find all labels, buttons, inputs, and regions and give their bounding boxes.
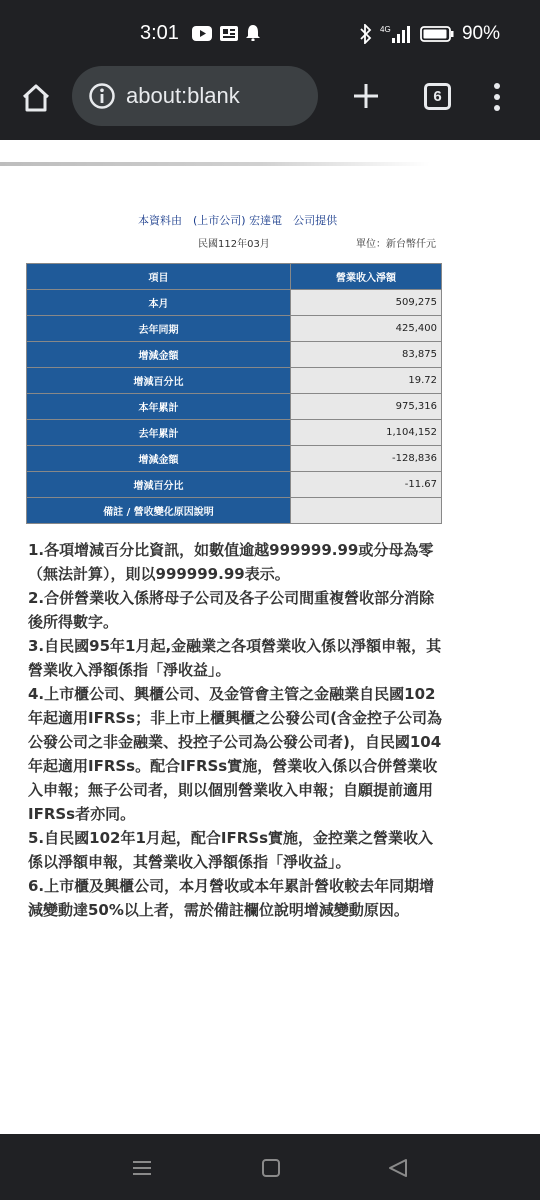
- row-value: 975,316: [291, 394, 442, 420]
- youtube-icon: [192, 26, 212, 41]
- table-row: [27, 394, 442, 420]
- note-item: 1.各項增減百分比資訊，如數值逾越999999.99或分母為零（無法計算），則以999999.99表示。: [28, 541, 434, 583]
- system-icons: [360, 23, 500, 45]
- data-source: 本資料由 (上市公司) 宏達電 公司提供: [138, 214, 338, 227]
- note-item: 6.上市櫃及興櫃公司，本月營收或本年累計營收較去年同期增減變動達50%以上者，需於備註欄位說明增減變動原因。: [28, 877, 435, 919]
- row-label: 去年同期: [27, 316, 291, 342]
- notes-section: [28, 538, 444, 922]
- browser-toolbar: [0, 62, 540, 140]
- table-header-row: [27, 264, 442, 290]
- notification-icons: [192, 25, 260, 41]
- row-label: 去年累計: [27, 420, 291, 446]
- info-icon[interactable]: [88, 82, 116, 110]
- svg-text:4G: 4G: [379, 25, 391, 34]
- row-value: 19.72: [291, 368, 442, 394]
- table-row: [27, 342, 442, 368]
- row-label: 增減金額: [27, 342, 291, 368]
- recent-apps-icon[interactable]: [132, 1158, 152, 1178]
- row-value: 425,400: [291, 316, 442, 342]
- column-header-item: 項目: [27, 264, 291, 290]
- battery-icon: [420, 25, 454, 43]
- row-value: 83,875: [291, 342, 442, 368]
- row-label: 增減百分比: [27, 368, 291, 394]
- row-label: 本年累計: [27, 394, 291, 420]
- note-item: 3.自民國95年1月起,金融業之各項營業收入係以淨額申報，其營業收入淨額係指「淨收益」。: [28, 637, 442, 679]
- revenue-table: [26, 263, 442, 524]
- table-row: [27, 420, 442, 446]
- row-label: 增減百分比: [27, 472, 291, 498]
- row-value: 509,275: [291, 290, 442, 316]
- home-button-icon[interactable]: [261, 1158, 281, 1178]
- row-label: 本月: [27, 290, 291, 316]
- home-icon[interactable]: [20, 82, 52, 114]
- tab-count: 6: [433, 88, 442, 105]
- table-row: [27, 498, 442, 524]
- more-menu-icon[interactable]: [490, 82, 504, 112]
- table-row: [27, 316, 442, 342]
- row-value: [291, 498, 442, 524]
- status-time: 3:01: [140, 22, 179, 44]
- bluetooth-icon: [360, 24, 372, 44]
- address-bar[interactable]: [72, 66, 318, 126]
- report-period: 民國112年03月: [198, 239, 270, 250]
- row-value: 1,104,152: [291, 420, 442, 446]
- battery-percent: 90%: [461, 23, 500, 44]
- divider: [0, 162, 430, 166]
- table-row: [27, 290, 442, 316]
- row-value: -128,836: [291, 446, 442, 472]
- back-icon[interactable]: [388, 1158, 408, 1178]
- page-content: [0, 140, 540, 1134]
- note-item: 4.上市櫃公司、興櫃公司、及金管會主管之金融業自民國102年起適用IFRSs；非上市上櫃興櫃之公發公司(含金控子公司為公發公司之非金融業、投控子公司為公發公司者)，自民國104年起適用IFRSs。配合IFRSs實施，營業收入係以合併營業收入申報；無子公司者，則以個別營業收入申報；自願提前適用IFRSs者亦同。: [28, 685, 442, 823]
- signal-4g-icon: [380, 24, 412, 44]
- row-label: 增減金額: [27, 446, 291, 472]
- new-tab-icon[interactable]: [352, 82, 380, 110]
- url-text[interactable]: about:blank: [126, 83, 240, 108]
- note-item: 2.合併營業收入係將母子公司及各子公司間重複營收部分消除後所得數字。: [28, 589, 435, 631]
- currency-unit: 單位：新台幣仟元: [356, 239, 436, 250]
- status-bar: [0, 0, 540, 62]
- table-row: [27, 368, 442, 394]
- news-icon: [220, 26, 238, 41]
- bell-icon: [246, 25, 260, 41]
- table-row: [27, 472, 442, 498]
- row-label: 備註 / 營收變化原因說明: [27, 498, 291, 524]
- row-value: -11.67: [291, 472, 442, 498]
- tab-switcher-button[interactable]: [424, 83, 451, 110]
- system-nav-bar: [0, 1134, 540, 1200]
- note-item: 5.自民國102年1月起，配合IFRSs實施，金控業之營業收入係以淨額申報，其營業收入淨額係指「淨收益」。: [28, 829, 433, 871]
- column-header-revenue: 營業收入淨額: [291, 264, 442, 290]
- table-row: [27, 446, 442, 472]
